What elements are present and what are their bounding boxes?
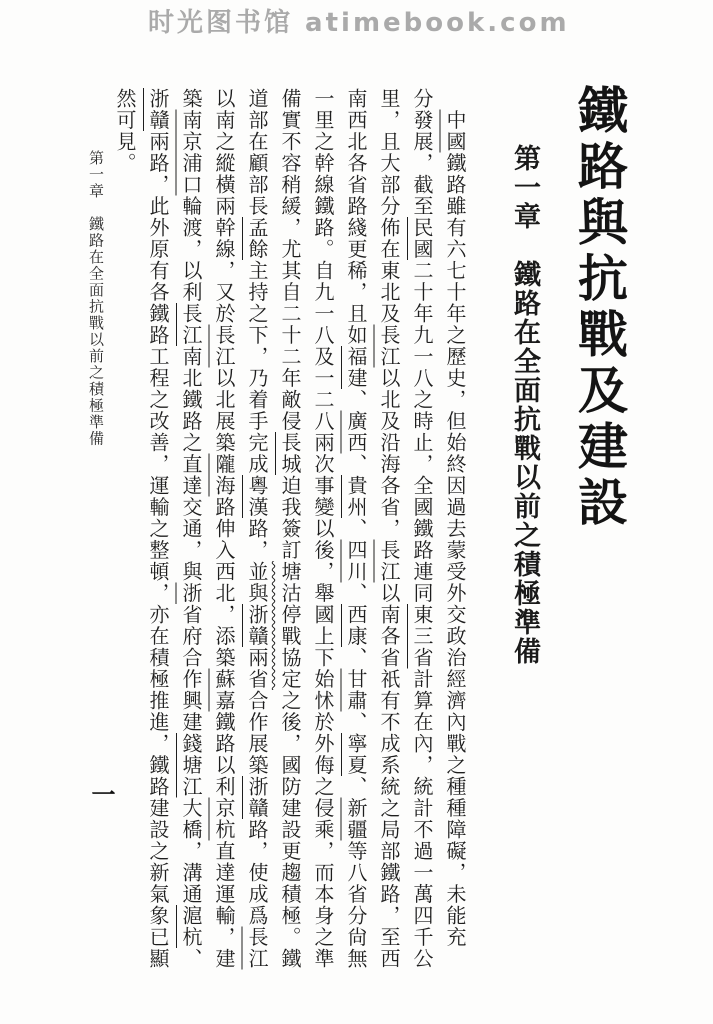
text-run: 直達運輸，建 bbox=[212, 840, 236, 970]
proper-noun-marked-text: 東三省 bbox=[410, 604, 434, 669]
text-column bbox=[372, 88, 405, 980]
text-run: 、 bbox=[344, 518, 368, 540]
proper-noun-marked-text: 蘇嘉 bbox=[212, 668, 236, 712]
proper-noun-marked-text: 隴海 bbox=[212, 453, 236, 497]
text-run: 備實不容稍緩，尤其自二十二年敵侵 bbox=[278, 88, 302, 432]
text-run: 省府合作興建 bbox=[179, 604, 203, 733]
proper-noun-marked-text: 中國 bbox=[443, 109, 467, 153]
proper-noun-marked-text: 浙 bbox=[179, 582, 203, 604]
text-run: 、 bbox=[344, 776, 368, 798]
text-run: 以南各省祇有不成系統之局部鐵路，至西 bbox=[377, 582, 401, 970]
proper-noun-marked-text: 貴州 bbox=[344, 475, 368, 518]
proper-noun-marked-text: 甘肅 bbox=[344, 668, 368, 712]
proper-noun-marked-text: 長江 bbox=[377, 324, 401, 368]
proper-noun-marked-text: 寧夏 bbox=[344, 733, 368, 776]
text-run: 兩省合作展築 bbox=[245, 647, 269, 776]
text-run: 、 bbox=[344, 711, 368, 733]
text-run: 等八省分尙無 bbox=[344, 840, 368, 970]
text-run: 計算在內，統計不過一萬四千公 bbox=[410, 668, 434, 970]
proper-noun-marked-text: 長江 bbox=[212, 324, 236, 368]
text-run: 然可見。 bbox=[113, 88, 137, 174]
text-column bbox=[339, 88, 372, 980]
proper-noun-marked-text: 長江 bbox=[179, 303, 203, 346]
book-title: 鐵路與抗戰及建設 bbox=[570, 84, 629, 532]
text-run bbox=[443, 88, 467, 110]
text-run: 一里之幹線鐵路。自九一八及一二八兩次事變以後，舉國上下始怵於外侮之侵乘，而本身之準 bbox=[311, 88, 335, 970]
text-run: 輪渡，以利 bbox=[179, 195, 203, 303]
proper-noun-marked-text: 新疆 bbox=[344, 797, 368, 841]
proper-noun-marked-text: 長江 bbox=[377, 539, 401, 583]
margin-running-title: 第一章 鐵路在全面抗戰以前之積極準備 bbox=[87, 150, 105, 447]
body-text bbox=[108, 88, 471, 980]
proper-noun-marked-text: 南京浦口 bbox=[179, 109, 203, 196]
text-run: 以北及沿海各省， bbox=[377, 367, 401, 540]
text-column bbox=[273, 88, 306, 980]
text-run: 道部在顧部長 bbox=[245, 88, 269, 217]
watermark-text: 时光图书馆 atimebook.com bbox=[148, 8, 570, 38]
proper-noun-marked-text: 廣西 bbox=[344, 410, 368, 454]
text-run: 路，並與 bbox=[245, 518, 269, 604]
text-column bbox=[207, 88, 240, 980]
text-column bbox=[108, 88, 141, 980]
text-run: 、 bbox=[344, 582, 368, 604]
proper-noun-marked-text: 滬杭 bbox=[179, 905, 203, 948]
text-run: 路伸入西北，添築 bbox=[212, 496, 236, 669]
text-run: 鐵路以利 bbox=[212, 711, 236, 798]
proper-noun-marked-text: 浙贛 bbox=[146, 88, 170, 131]
text-run: 兩路，此外原有各鐵路工程之改善，運輸之整頓，亦在積極推進，鐵路建設之新氣象已顯 bbox=[146, 131, 170, 970]
chapter-heading: 第一章 鐵路在全面抗戰以前之積極準備 bbox=[509, 144, 540, 666]
text-column bbox=[306, 88, 339, 980]
text-run: 以北展築 bbox=[212, 367, 236, 454]
text-run: 南西北各省路綫更稀，且如 bbox=[344, 88, 368, 346]
text-column bbox=[141, 88, 174, 980]
proper-noun-marked-text: 西康 bbox=[344, 604, 368, 647]
text-run: 以南之縱橫兩幹線，又於 bbox=[212, 88, 236, 325]
proper-noun-marked-text: 孟餘 bbox=[245, 217, 269, 260]
text-run: 路，使成爲 bbox=[245, 819, 269, 927]
text-run: 里，且大部分佈在東北及 bbox=[377, 88, 401, 325]
text-run: 主持之下，乃着手完成 bbox=[245, 260, 269, 475]
proper-noun-marked-text: 福建 bbox=[344, 346, 368, 389]
text-run: 築 bbox=[179, 88, 203, 110]
text-column bbox=[240, 88, 273, 980]
proper-noun-marked-text: 民國 bbox=[410, 217, 434, 260]
text-run: 分發展，截至 bbox=[410, 88, 434, 217]
proper-noun-marked-text: 錢塘江 bbox=[179, 733, 203, 798]
proper-noun-marked-text: 浙贛 bbox=[245, 604, 269, 647]
book-title-marked-text: 塘沽停戰協定 bbox=[278, 561, 302, 690]
text-run: 、 bbox=[344, 389, 368, 411]
text-column bbox=[405, 88, 438, 980]
text-run: 大橋，溝通 bbox=[179, 797, 203, 905]
text-column bbox=[438, 88, 471, 980]
page-number: 一 bbox=[87, 782, 116, 806]
text-run: 鐵路雖有六七十年之歷史，但始終因過去蒙受外交政治經濟內戰之種種障礙，未能充 bbox=[443, 152, 467, 948]
text-run: 南北鐵路之直達交通，與 bbox=[179, 346, 203, 583]
text-run: 二十年九一八之時止，全國鐵路連同 bbox=[410, 260, 434, 604]
proper-noun-marked-text: 浙贛 bbox=[245, 776, 269, 819]
text-run: 迫我簽訂 bbox=[278, 475, 302, 561]
text-run: 、 bbox=[344, 647, 368, 669]
text-run: 之後，國防建設更趨積極。鐵 bbox=[278, 690, 302, 970]
proper-noun-marked-text: 京杭 bbox=[212, 797, 236, 841]
text-column bbox=[174, 88, 207, 980]
proper-noun-marked-text: 粵漢 bbox=[245, 475, 269, 518]
text-run: 、 bbox=[344, 453, 368, 475]
text-run: 、 bbox=[179, 948, 203, 970]
proper-noun-marked-text: 長城 bbox=[278, 432, 302, 475]
proper-noun-marked-text: 四川 bbox=[344, 539, 368, 583]
proper-noun-marked-text: 長江 bbox=[245, 926, 269, 970]
